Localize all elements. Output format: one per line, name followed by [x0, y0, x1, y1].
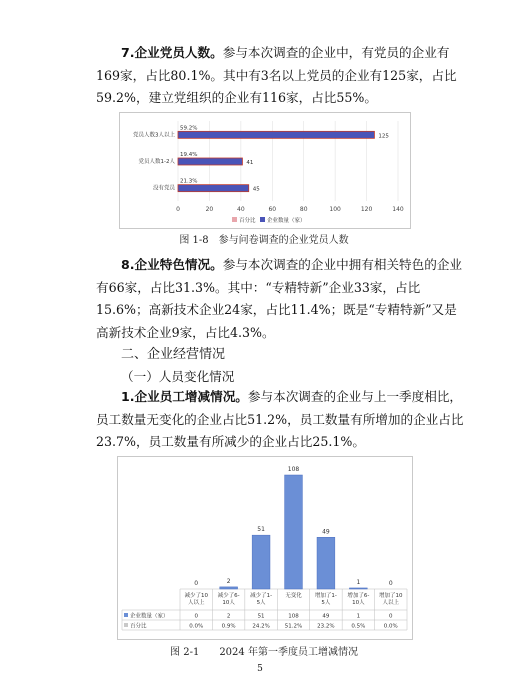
staff-change-chart-svg [118, 457, 412, 639]
section-1-heading: 1.企业员工增减情况。 [121, 389, 248, 404]
category-label: 党员人数1-2人 [138, 159, 175, 165]
column-value-label: 51 [257, 526, 265, 534]
category-label: 减少了10 人以上 [184, 593, 208, 606]
column-value-label: 0 [194, 580, 199, 587]
x-tick-label: 20 [205, 206, 214, 213]
column-bar [349, 588, 367, 589]
table-row-label: 企业数量（家） [130, 613, 169, 620]
section-8-paragraph [96, 254, 466, 344]
table-percent-cell: 0.0% [383, 623, 398, 630]
count-label: 125 [378, 133, 389, 140]
part-2-title: 二、企业经营情况 [121, 347, 226, 362]
category-label: 没有党员 [152, 185, 175, 192]
table-swatch-percent [124, 623, 128, 627]
section-8-heading: 8.企业特色情况。 [121, 257, 223, 272]
staff-change-chart [117, 456, 413, 640]
table-count-cell: 0 [389, 613, 393, 620]
category-label: 增加了10 人以上 [379, 593, 403, 606]
table-percent-cell: 24.2% [252, 623, 270, 630]
section-1-body: 参与本次调查的企业与上一季度相比，员工数量无变化的企业占比51.2%，员工数量有所增加的企业占比23.7%，员工数量有所减少的企业占比25.1%。 [96, 389, 464, 449]
column-value-label: 0 [388, 580, 393, 587]
page-number: 5 [257, 664, 263, 674]
table-count-cell: 49 [322, 613, 330, 620]
table-count-cell: 51 [257, 613, 265, 620]
percent-label: 19.4% [180, 152, 198, 158]
column-value-label: 1 [356, 578, 361, 586]
percent-label: 21.3% [180, 178, 198, 185]
column-value-label: 49 [322, 528, 330, 536]
section-7-heading: 7.企业党员人数。 [121, 45, 223, 60]
section-7-body: 参与本次调查的企业中，有党员的企业有169家，占比80.1%。其中有3名以上党员的企业有125家，占比59.2%，建立党组织的企业有116家，占比55%。 [96, 45, 457, 105]
x-tick-label: 0 [176, 206, 180, 213]
category-label: 无变化 [285, 593, 302, 599]
subsection-1-title: （一）人员变化情况 [121, 369, 235, 384]
table-percent-cell: 0.9% [221, 623, 236, 630]
x-tick-label: 140 [392, 206, 404, 213]
party-members-chart [119, 112, 411, 229]
x-tick-label: 100 [329, 206, 341, 213]
legend-swatch-count [260, 217, 265, 222]
table-percent-cell: 51.2% [284, 623, 303, 630]
column-value-label: 108 [287, 466, 300, 473]
x-tick-label: 120 [360, 206, 373, 213]
table-percent-cell: 23.2% [317, 623, 335, 630]
table-count-cell: 108 [288, 613, 299, 620]
category-label: 增加了6-10人 [347, 593, 370, 606]
table-row-label: 百分比 [130, 623, 147, 630]
column-bar [252, 535, 270, 589]
column-bar [285, 475, 303, 589]
table-count-cell: 1 [356, 613, 361, 620]
column-value-label: 2 [226, 577, 231, 585]
chart-1-caption: 图 1-8 参与问卷调查的企业党员人数 [179, 235, 349, 246]
legend-label-percent: 百分比 [239, 218, 256, 224]
section-1-paragraph [96, 386, 466, 454]
legend-swatch-percent [232, 217, 237, 222]
section-8-body: 参与本次调查的企业中拥有相关特色的企业有66家，占比31.3%。其中：“专精特新”企业33家，占比15.6%；高新技术企业24家，占比11.4%；既是“专精特新”又是高新技术企业9家，占比4.3%。 [96, 257, 462, 340]
x-tick-label: 80 [299, 206, 308, 213]
party-members-chart-svg [120, 113, 410, 228]
category-label: 增加了1-5人 [314, 593, 337, 606]
x-tick-label: 60 [268, 206, 277, 213]
table-percent-cell: 0.0% [189, 623, 204, 630]
x-tick-label: 40 [237, 206, 245, 213]
table-count-cell: 2 [226, 613, 231, 620]
table-percent-cell: 0.5% [351, 623, 366, 630]
chart-2-caption: 图 2-1 2024 年第一季度员工增减情况 [170, 647, 358, 658]
category-label: 党员人数3人以上 [133, 132, 175, 139]
section-7-paragraph [96, 42, 466, 110]
column-bar [317, 537, 335, 589]
count-label: 41 [246, 160, 254, 166]
count-bar [178, 185, 249, 192]
table-count-cell: 0 [194, 613, 198, 620]
percent-label: 59.2% [180, 125, 198, 132]
category-label: 减少了1-5人 [250, 593, 273, 606]
count-bar [178, 131, 374, 138]
table-swatch-count [124, 613, 128, 617]
legend-label-count: 企业数量（家） [267, 218, 306, 224]
column-bar [220, 587, 238, 589]
count-label: 45 [252, 186, 260, 193]
category-label: 减少了6-10人 [217, 593, 240, 606]
count-bar [178, 158, 242, 165]
